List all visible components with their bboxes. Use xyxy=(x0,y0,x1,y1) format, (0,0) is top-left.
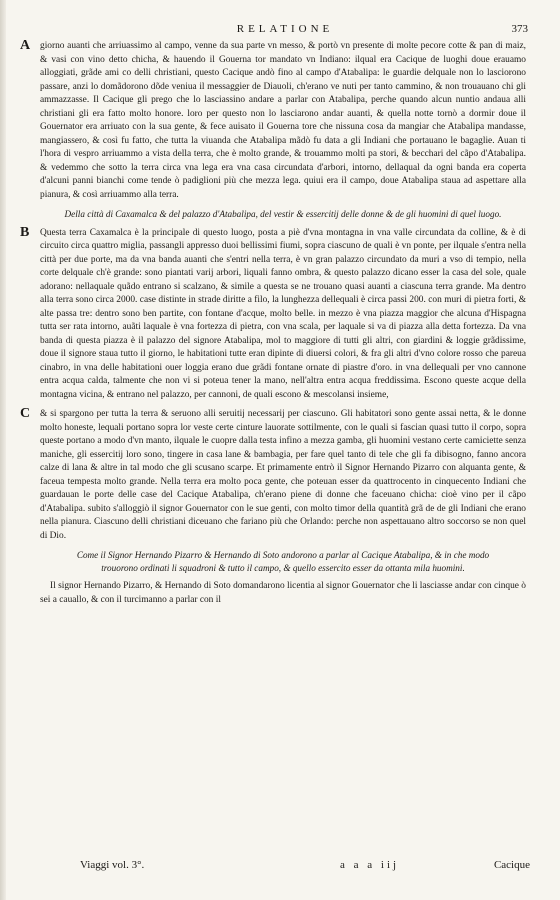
page-body xyxy=(20,38,526,613)
section-heading-caxamalca: Della città di Caxamalca & del palazzo d'Atabalipa, del vestir & essercitij delle donne & de gli huomini di quel luogo. xyxy=(64,209,502,219)
paragraph-c xyxy=(20,406,526,543)
section-heading-pizarro-soto: Come il Signor Hernando Pizarro & Hernando di Soto andorono a parlar al Cacique Atabalipa, & in che modo trouorono ordinati li squadroni & tutto il campo, & quello essercito esser da ottanta mila huomini. xyxy=(76,550,490,573)
paragraph-text: giorno auanti che arriuassimo al campo, venne da sua parte vn messo, & portò vn presente di molte pecore cotte & pan di maiz, & vasi con vino detto chicha, & hauendo il Gouerna tor mandato vn Indiano: ilqual era Cacique de luoghi doue erauamo alloggiati, grãde ami co delli christiani, questo Cacique andò fino al campo d'Atabalipa: le guardie delquale non lo lasciorono passare, anzi lo domãdorono dõde veniua il messaggier de Diauoli, ch'erano ve nuti per tanto cammino, & non trouauano chi gli ammazzasse. Il Cacique gli prego che lo lasciassino andare a parlar con Atabalipa, perche quando alcun nuntio andaua alli christiani gli era fatto molto honore. loro per questo non lo lasciarono andar auanti, & quella notte tornò a dormir doue il Gouernator era arriuato con la sua gente, & fece auisato il Gouerna tore che nissuna cosa da mangiar che Atabalipa mandasse, mangiassero, & così fu fatto, che tutta la viuanda che Atabalipa mãdò fu data a gli Indiani che portauano le bagaglie. Auan ti l'hora di vespro arriuammo a vista della terra, che è molto grande, & trouammo molti pa stori, & becchari del cãpo d'Atabalipa. & vedemmo che sotto la terra circa vna lega era vna casa circundata d'arbori, intorno, dellaqual da ogni banda era coperta d'alcuni panni bianchi come tende ò padiglioni più che mezza lega. quiui era il campo, doue Atabalipa staua ad aspettare alla pianura, & così arriuammo alla terra. xyxy=(40,41,526,200)
margin-marker-a: A xyxy=(20,38,31,53)
page-number: 373 xyxy=(511,23,528,35)
paragraph-text: & si spargono per tutta la terra & seruono alli seruitij necessarij per ciascuno. Gli habitatori sono gente assai netta, & le donne molto honeste, lequali portano sopra lor veste certe cinture lauorate sottilmente, con le quali si fascian quasi tutto il corpo, sopra queste portano a modo d'vn manto, ilquale le cuopre dalla testa infino a mezza gamba, gli huomini vestano certe camiciette senza maniche, gli essercitij loro sono, tingere in casa lane & bambagia, per fare quel tanto di tele che gli fa dibisogno, fanno ancora calze di lana & altre in tal modo che gli scusano scarpe. Et primamente entrò il Signor Hernando Pizarro con alquanta gente, & faceua tempesta molto grande. Nella terra era molto poca gente, che poteuan esser da quattrocento in cinquecento Indiani che guardauan le porte delle case del Cacique Atabalipa, ch'erano piene di donne che faceuano chicha: cioè vino per il cãpo d'Atabalipa. subito s'alloggiò il signor Gouernator con le sue genti, con molto timor della quantità grã de de gli Indiani che erano nella pianura. Ciascuno delli christiani diceuano che fariano più che Orlando: perche non aspettauano altro soccorso se non quel di Dio. xyxy=(40,409,526,541)
paragraph-text: Questa terra Caxamalca è la principale di questo luogo, posta a piè d'vna montagna in vna valle circundata da colline, & è di circuito circa quattro miglia, passangli appresso duoi bellissimi fiumi, sopra ciascuno de quali è vn ponte, per ilquale s'entra nella città per due porte, ma da vna banda auanti che s'entri nella terra, è vn gran palazzo circundato da muri a vso di tempio, nella corte delquale ch'è grande: sono piantati varij arbori, liquali fanno ombra, & questo palazzo dicano esser la casa del sole, quale adorano: nellaquale quãdo entrano si scalzano, & simile a questa se ne trouano quasi auanti a ciascuna terra grande. Ma dentro alla terra sono circa 2000. case distinte in strade diritte a filo, la lunghezza dellequali è circa passi 200. con muri di pietra forti, & alte passa tre: dentro sono ben partite, con fontane d'acque, molto belle. in mezzo è vna piazza maggior che alcuna d'Hispagna tutta ser rata intorno, auãti laquale è vna fortezza di pietra, con vna scala, per laquale si va di piazza alla detta fortezza. Da vna banda di questa piazza è il palazzo del signore Atabalipa, mol to maggiore di tutti gli altri, con giardini & loggie grãdissime, doue il signore staua tutto il giorno, le habitationi tutte eran dipinte di diuersi colori, & fra gli altri d'vno colore rosso che pareua cinabro, in vna delle habitationi ouer loggia erano due grãdi fontane ornate di piastre d'oro. in vna dellequali per vno cannone entra acqua calda, talmente che non vi si poteua tener la mano, nell'altra entra acqua freddissima. Escono queste acque della montagna vicina, & entrano nel palazzo, per cannoni, de quali escono & mescolansi insieme, xyxy=(40,227,526,400)
gathering-signature: a a a iij xyxy=(340,859,400,871)
page-gutter xyxy=(0,0,6,900)
volume-signature: Viaggi vol. 3°. xyxy=(80,859,145,871)
margin-marker-b: B xyxy=(20,224,30,240)
margin-marker-c: C xyxy=(20,406,31,421)
catchword: Cacique xyxy=(493,859,530,871)
paragraph-a xyxy=(20,38,526,202)
paragraph-final xyxy=(40,580,526,607)
running-title: RELATIONE xyxy=(236,23,334,35)
page-footer xyxy=(40,858,530,874)
paragraph-b xyxy=(20,224,526,403)
paragraph-text: Il signor Hernando Pizarro, & Hernando di Soto domandarono licentia al signor Gouernator che li lasciasse andar con cinque ò sei a cauallo, & con il turcimanno a parlar con il xyxy=(40,581,526,605)
page-header xyxy=(40,22,530,40)
